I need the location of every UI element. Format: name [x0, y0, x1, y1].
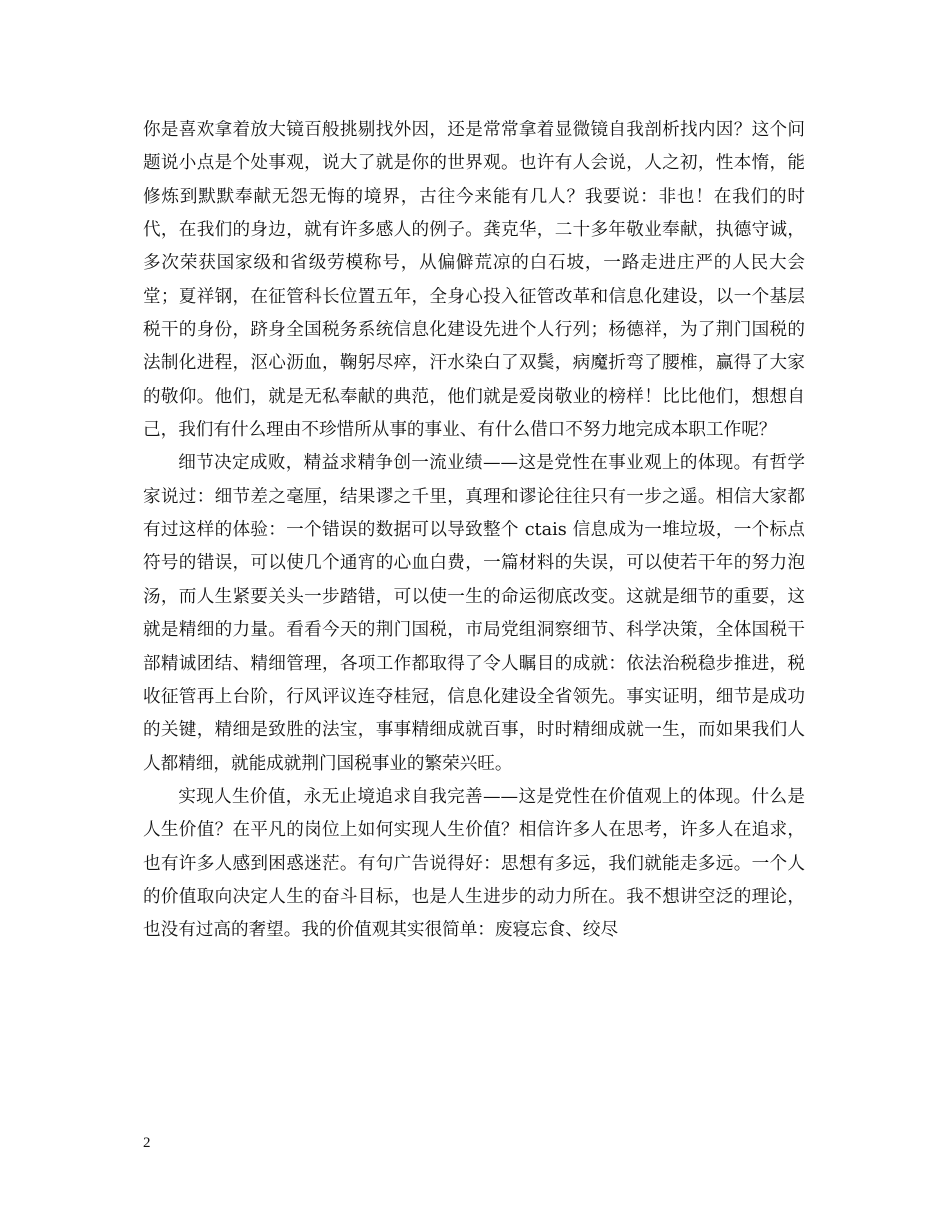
page-number: 2: [143, 1135, 151, 1151]
body-text: [143, 114, 805, 948]
paragraph-2: 细节决定成败，精益求精争创一流业绩——这是党性在事业观上的体现。有哲学家说过：细节差之毫厘，结果谬之千里，真理和谬论往往只有一步之遥。相信大家都有过这样的体验：一个错误的数据可以导致整个 ctais 信息成为一堆垃圾，一个标点符号的错误，可以使几个通宵的心血白费，一篇材料的失误，可以使若干年的努力泡汤，而人生紧要关头一步踏错，可以使一生的命运彻底改变。这就是细节的重要，这就是精细的力量。看看今天的荆门国税，市局党组洞察细节、科学决策，全体国税干部精诚团结、精细管理，各项工作都取得了令人瞩目的成就：依法治税稳步推进，税收征管再上台阶，行风评议连夺桂冠，信息化建设全省领先。事实证明，细节是成功的关键，精细是致胜的法宝，事事精细成就百事，时时精细成就一生，而如果我们人人都精细，就能成就荆门国税事业的繁荣兴旺。: [143, 453, 805, 774]
paragraph-3: 实现人生价值，永无止境追求自我完善——这是党性在价值观上的体现。什么是人生价值？在平凡的岗位上如何实现人生价值？相信许多人在思考，许多人在追求，也有许多人感到困惑迷茫。有句广告说得好：思想有多远，我们就能走多远。一个人的价值取向决定人生的奋斗目标，也是人生进步的动力所在。我不想讲空泛的理论，也没有过高的奢望。我的价值观其实很简单：废寝忘食、绞尽: [143, 786, 805, 941]
paragraph-1: 你是喜欢拿着放大镜百般挑剔找外因，还是常常拿着显微镜自我剖析找内因？这个问题说小点是个处事观，说大了就是你的世界观。也许有人会说，人之初，性本惰，能修炼到默默奉献无怨无悔的境界，古往今来能有几人？我要说：非也！在我们的时代，在我们的身边，就有许多感人的例子。龚克华，二十多年敬业奉献，执德守诚，多次荣获国家级和省级劳模称号，从偏僻荒凉的白石坡，一路走进庄严的人民大会堂；夏祥钢，在征管科长位置五年，全身心投入征管改革和信息化建设，以一个基层税干的身份，跻身全国税务系统信息化建设先进个人行列；杨德祥，为了荆门国税的法制化进程，沤心沥血，鞠躬尽瘁，汗水染白了双鬓，病魔折弯了腰椎，赢得了大家的敬仰。他们，就是无私奉献的典范，他们就是爱岗敬业的榜样！比比他们，想想自己，我们有什么理由不珍惜所从事的事业、有什么借口不努力地完成本职工作呢？: [143, 120, 805, 441]
